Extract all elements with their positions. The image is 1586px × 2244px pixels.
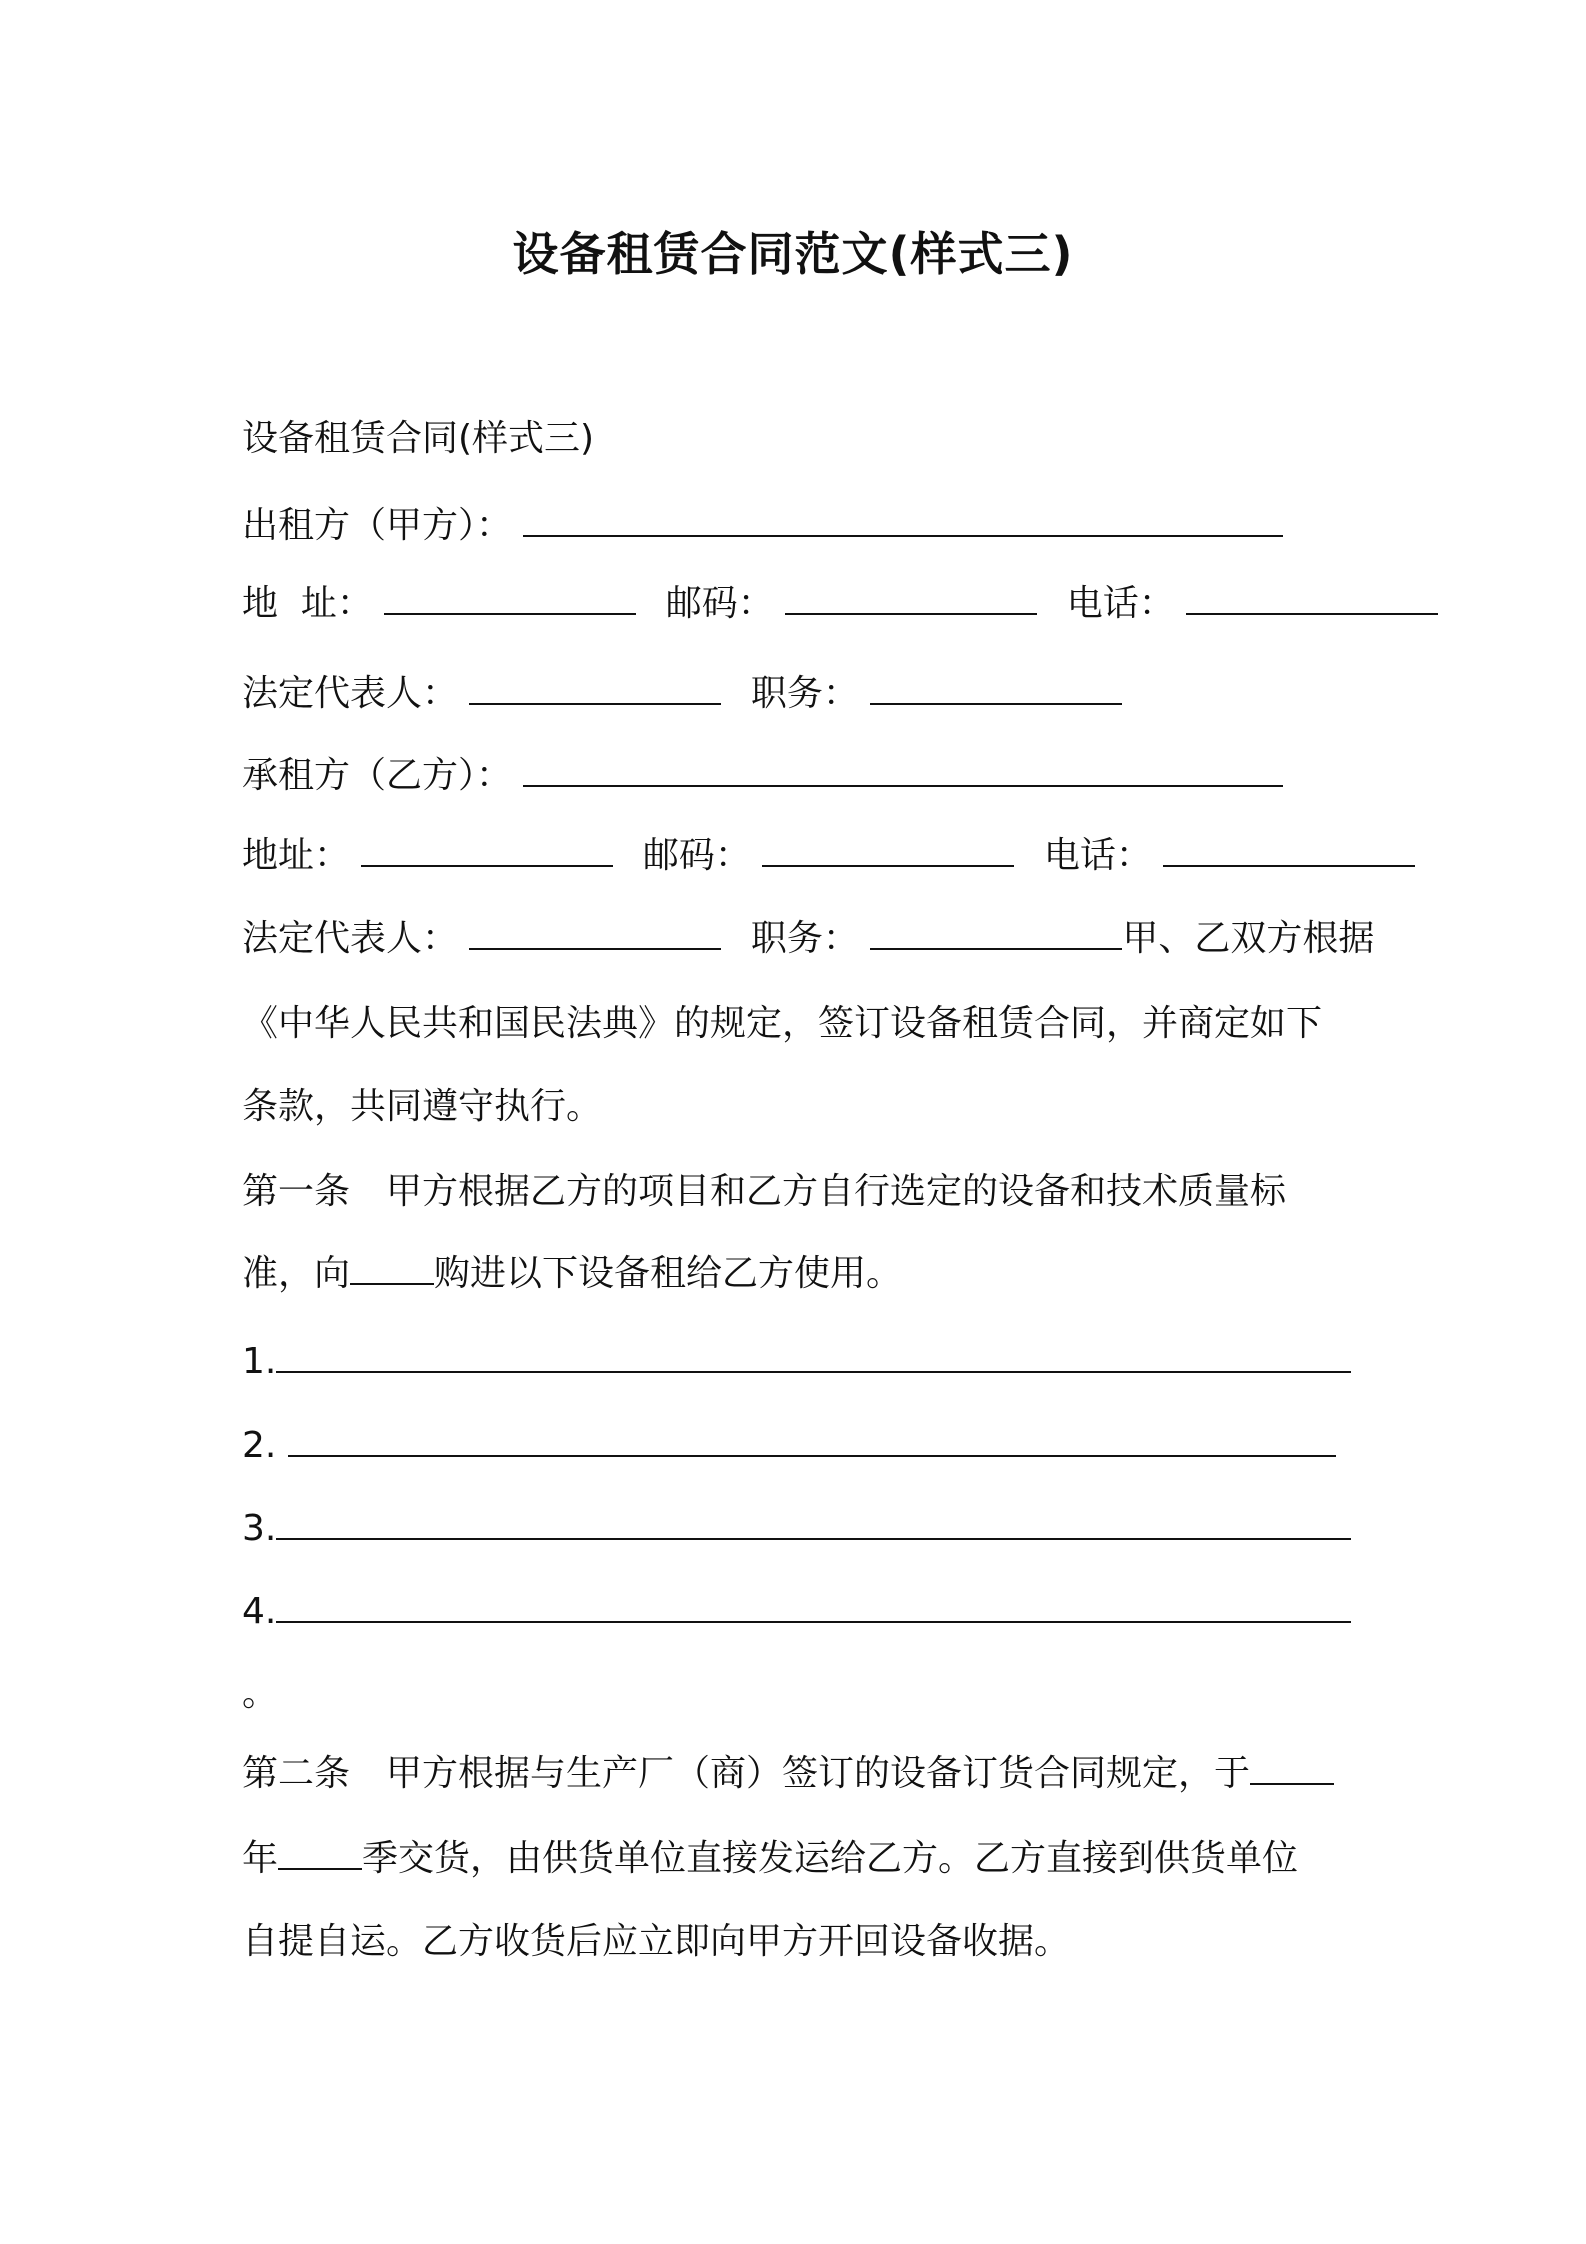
list-end-mark: 。 [242, 1673, 279, 1714]
lessee-contact-line [242, 832, 1362, 880]
lessor-address-label: 地 址： [242, 583, 373, 624]
equipment-item-2 [242, 1422, 1362, 1470]
item-blank [276, 1341, 1351, 1373]
equipment-item-4 [242, 1588, 1362, 1636]
lessor-rep-line [242, 670, 1362, 718]
document-title: 设备租赁合同范文(样式三) [512, 227, 1074, 281]
lessor-postcode-label: 邮码： [665, 583, 774, 624]
lessee-address-blank [361, 835, 613, 867]
lessor-rep-blank [469, 673, 721, 705]
lessee-label: 承租方（乙方）： [242, 755, 513, 796]
lessee-address-label: 地址： [242, 835, 351, 876]
item-number: 2. [242, 1425, 288, 1466]
lessee-line [242, 752, 1362, 800]
article-1-line-1: 第一条 甲方根据乙方的项目和乙方自行选定的设备和技术质量标 [242, 1171, 1287, 1212]
lessor-postcode-blank [785, 583, 1037, 615]
supplier-blank [350, 1253, 434, 1285]
item-blank [288, 1425, 1336, 1457]
article-2-delivery-text: 季交货，由供货单位直接发运给乙方。乙方直接到供货单位 [362, 1838, 1299, 1879]
lessor-title-label: 职务： [750, 673, 859, 714]
lessee-rep-blank [469, 918, 721, 950]
lessor-line [242, 502, 1362, 550]
article-2-line-3: 自提自运。乙方收货后应立即向甲方开回设备收据。 [242, 1921, 1071, 1962]
lessee-postcode-blank [762, 835, 1014, 867]
article-2-text: 第二条 甲方根据与生产厂（商）签订的设备订货合同规定，于 [242, 1753, 1251, 1794]
lessee-rep-line [242, 915, 1375, 963]
item-blank [276, 1591, 1351, 1623]
lessee-phone-label: 电话： [1043, 835, 1152, 876]
lessor-label: 出租方（甲方）： [242, 505, 513, 546]
intro-text-start: 甲、乙双方根据 [1122, 918, 1375, 959]
item-number: 4. [242, 1591, 277, 1632]
lessee-phone-blank [1163, 835, 1415, 867]
article-1-prefix: 准，向 [242, 1253, 351, 1294]
equipment-item-1 [242, 1338, 1362, 1386]
intro-line-3: 条款，共同遵守执行。 [242, 1086, 603, 1127]
article-1-suffix: 购进以下设备租给乙方使用。 [434, 1253, 903, 1294]
article-2-line-2 [242, 1835, 1362, 1883]
lessor-name-blank [523, 505, 1283, 537]
contract-subtitle: 设备租赁合同(样式三) [242, 418, 595, 459]
lessor-address-blank [384, 583, 636, 615]
lessee-rep-label: 法定代表人： [242, 918, 459, 959]
intro-line-2: 《中华人民共和国民法典》的规定，签订设备租赁合同，并商定如下 [242, 1003, 1323, 1044]
item-number: 1. [242, 1341, 277, 1382]
year-blank [1250, 1753, 1334, 1785]
lessor-phone-label: 电话： [1066, 583, 1175, 624]
item-number: 3. [242, 1508, 277, 1549]
lessor-title-blank [870, 673, 1122, 705]
lessee-name-blank [523, 755, 1283, 787]
item-blank [276, 1508, 1351, 1540]
lessee-postcode-label: 邮码： [642, 835, 751, 876]
lessor-rep-label: 法定代表人： [242, 673, 459, 714]
equipment-item-3 [242, 1505, 1362, 1553]
article-1-line-2 [242, 1250, 1362, 1298]
lessee-title-label: 职务： [750, 918, 859, 959]
article-2-line-1 [242, 1750, 1362, 1798]
lessor-contact-line [242, 580, 1362, 628]
lessee-title-blank [870, 918, 1122, 950]
lessor-phone-blank [1186, 583, 1438, 615]
article-2-year-label: 年 [242, 1838, 279, 1879]
season-blank [278, 1838, 362, 1870]
